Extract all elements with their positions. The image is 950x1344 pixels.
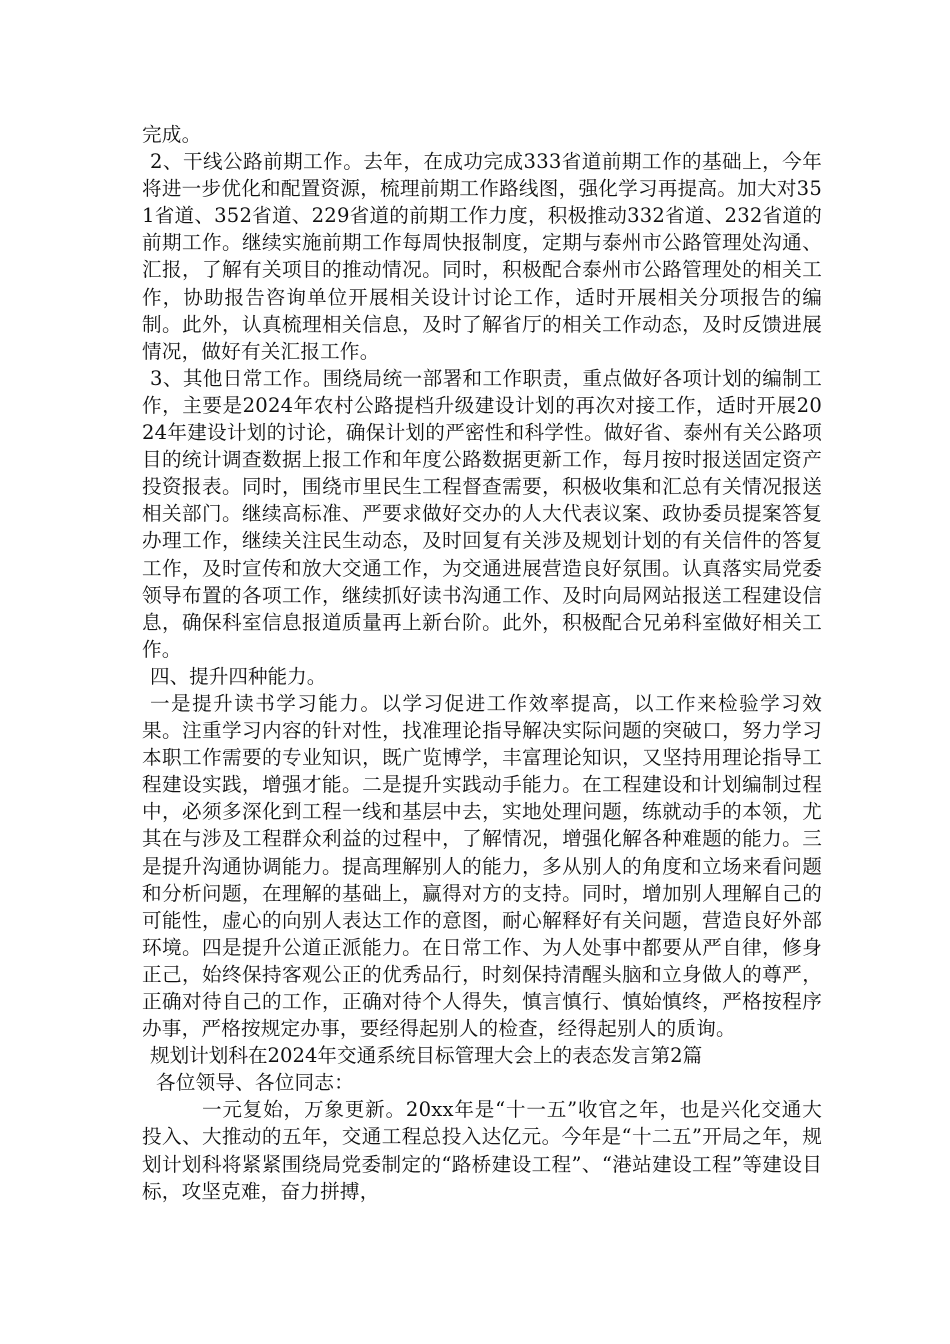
article-title-part-2: 规划计划科在2024年交通系统目标管理大会上的表态发言第2篇 (150, 1044, 703, 1068)
paragraph-other-daily-work: 3、其他日常工作。围绕局统一部署和工作职责，重点做好各项计划的编制工作，主要是2024年农村公路提档升级建设计划的再次对接工作，适时开展2024年建设计划的讨论，确保计划的严密性和科学性。做好省、泰州有关公路项目的统计调查数据上报工作和年度公路数据更新工作，每月按时报送固定资产投资报表。同时，围绕市里民生工程督查需要，积极收集和汇总有关情况报送相关部门。继续高标准、严要求做好交办的人大代表议案、政协委员提案答复办理工作，继续关注民生动态，及时回复有关涉及规划计划的有关信件的答复工作，及时宣传和放大交通工作，为交通进展营造良好氛围。认真落实局党委领导布置的各项工作，继续抓好读书沟通工作、及时向局网站报送工程建设信息，确保科室信息报道质量再上新台阶。此外，积极配合兄弟科室做好相关工作。 (142, 366, 822, 661)
paragraph-opening-speech: 一元复始，万象更新。20xx年是“十一五”收官之年，也是兴化交通大投入、大推动的五年，交通工程总投入达亿元。今年是“十二五”开局之年，规划计划科将紧紧围绕局党委制定的“路桥建设工程”、“港站建设工程”等建设目标，攻坚克难，奋力拼搏， (142, 1098, 822, 1203)
paragraph-four-abilities: 一是提升读书学习能力。以学习促进工作效率提高，以工作来检验学习效果。注重学习内容的针对性，找准理论指导解决实际问题的突破口，努力学习本职工作需要的专业知识，既广览博学，丰富理论知识，又坚持用理论指导工程建设实践，增强才能。二是提升实践动手能力。在工程建设和计划编制过程中，必须多深化到工程一线和基层中去，实地处理问题，练就动手的本领，尤其在与涉及工程群众利益的过程中，了解情况，增强化解各种难题的能力。三是提升沟通协调能力。提高理解别人的能力，多从别人的角度和立场来看问题和分析问题，在理解的基础上，赢得对方的支持。同时，增加别人理解自己的可能性，虚心的向别人表达工作的意图，耐心解释好有关问题，营造良好外部环境。四是提升公道正派能力。在日常工作、为人处事中都要从严自律，修身正己，始终保持客观公正的优秀品行，时刻保持清醒头脑和立身做人的尊严，正确对待自己的工作，正确对待个人得失，慎言慎行、慎始慎终，严格按程序办事，严格按规定办事，要经得起别人的检查，经得起别人的质询。 (142, 691, 822, 1041)
document-body (142, 121, 822, 1205)
greeting-line: 各位领导、各位同志： (156, 1071, 354, 1095)
paragraph-continuation: 完成。 (142, 123, 202, 146)
section-heading-four-abilities: 四、提升四种能力。 (150, 664, 327, 688)
paragraph-trunk-road-preliminary-work: 2、干线公路前期工作。去年，在成功完成333省道前期工作的基础上，今年将进一步优化和配置资源，梳理前期工作路线图，强化学习再提高。加大对351省道、352省道、229省道的前期工作力度，积极推动332省道、232省道的前期工作。继续实施前期工作每周快报制度，定期与泰州市公路管理处沟通、汇报，了解有关项目的推动情况。同时，积极配合泰州市公路管理处的相关工作，协助报告咨询单位开展相关设计讨论工作，适时开展相关分项报告的编制。此外，认真梳理相关信息，及时了解省厅的相关工作动态，及时反馈进展情况，做好有关汇报工作。 (142, 150, 822, 363)
